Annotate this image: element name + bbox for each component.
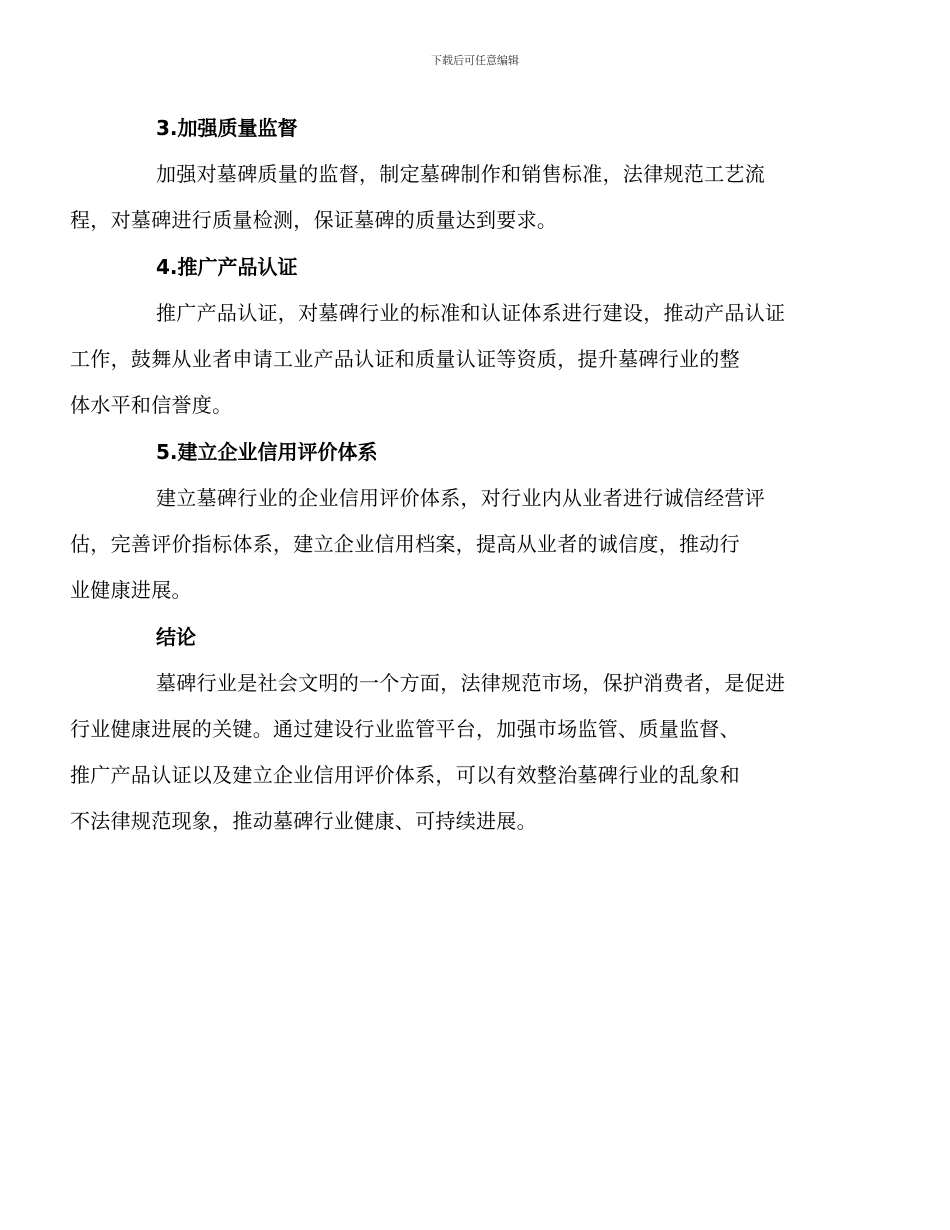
document-body — [70, 112, 833, 836]
paragraph-line: 业健康进展。 — [70, 578, 192, 602]
paragraph-line: 体水平和信誉度。 — [70, 393, 233, 417]
paragraph-line: 建立墓碑行业的企业信用评价体系，对行业内从业者进行诚信经营评 — [156, 486, 765, 510]
paragraph-line: 不法律规范现象，推动墓碑行业健康、可持续进展。 — [70, 809, 537, 833]
paragraph-conclusion — [70, 669, 833, 836]
paragraph-line: 推广产品认证，对墓碑行业的标准和认证体系进行建设，推动产品认证 — [156, 301, 786, 325]
paragraph-line: 程，对墓碑进行质量检测，保证墓碑的质量达到要求。 — [70, 208, 558, 232]
paragraph-line: 行业健康进展的关键。通过建设行业监管平台，加强市场监管、质量监督、 — [70, 717, 740, 741]
section-heading-quality-supervision: 3.加强质量监督 — [156, 116, 298, 140]
paragraph-line: 加强对墓碑质量的监督，制定墓碑制作和销售标准，法律规范工艺流 — [156, 162, 765, 186]
section-heading-conclusion: 结论 — [156, 625, 196, 649]
paragraph-credit-evaluation — [70, 484, 833, 605]
section-heading-product-certification: 4.推广产品认证 — [156, 255, 298, 279]
paragraph-line: 工作，鼓舞从业者申请工业产品认证和质量认证等资质，提升墓碑行业的整 — [70, 347, 740, 371]
paragraph-product-certification — [70, 299, 833, 420]
paragraph-line: 推广产品认证以及建立企业信用评价体系，可以有效整治墓碑行业的乱象和 — [70, 763, 740, 787]
paragraph-quality-supervision — [70, 160, 833, 235]
section-heading-credit-evaluation: 5.建立企业信用评价体系 — [156, 440, 378, 464]
paragraph-line: 估，完善评价指标体系，建立企业信用档案，提高从业者的诚信度，推动行 — [70, 532, 740, 556]
paragraph-line: 墓碑行业是社会文明的一个方面，法律规范市场，保护消费者，是促进 — [156, 671, 786, 695]
page-header-note: 下载后可任意编辑 — [431, 54, 519, 67]
